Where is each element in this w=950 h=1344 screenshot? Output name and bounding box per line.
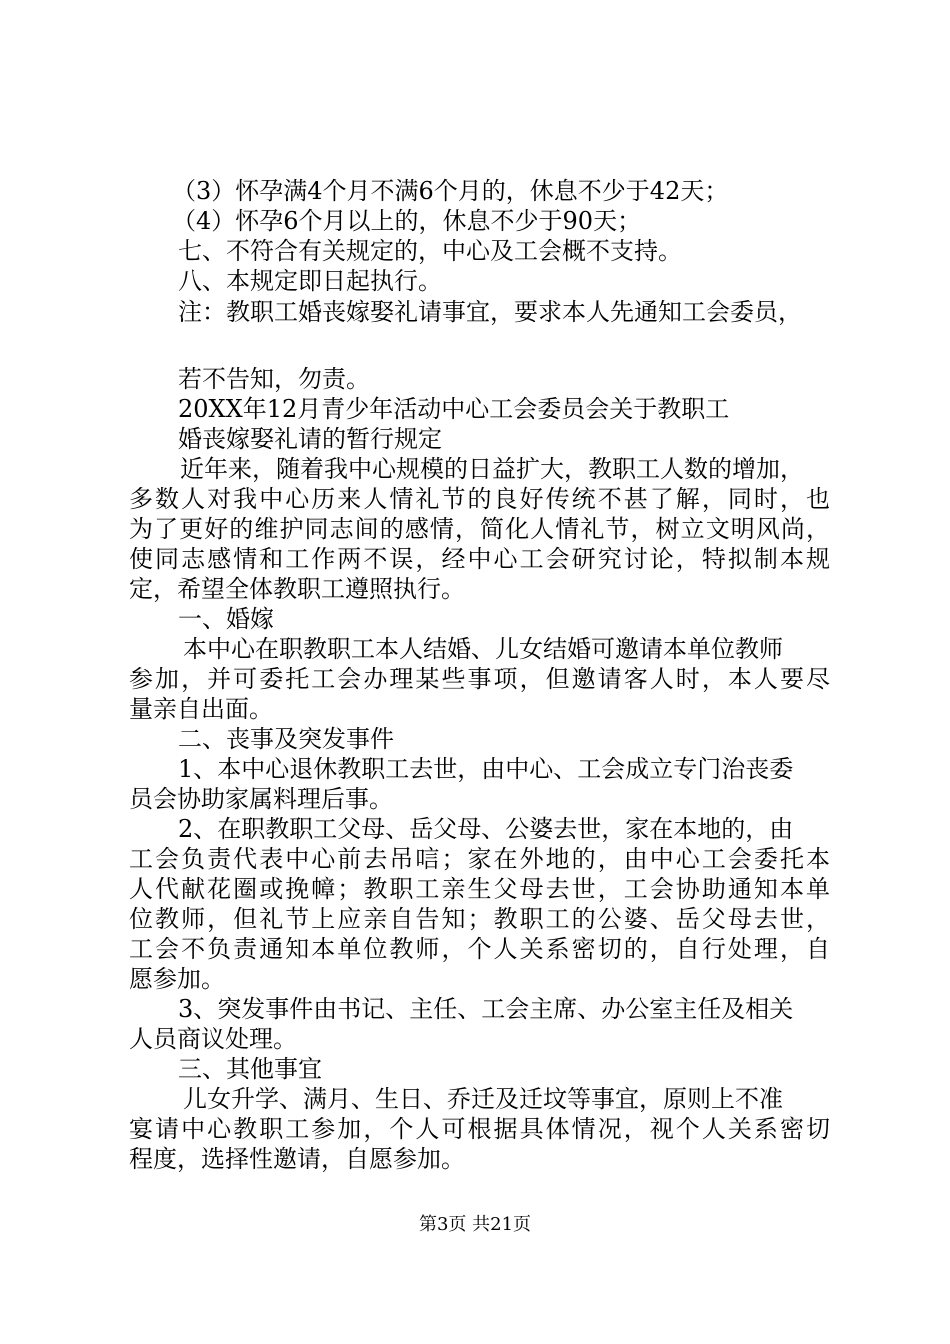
text-line: 员会协助家属料理后事。 bbox=[129, 785, 393, 813]
text-line: 注：教职工婚丧嫁娶礼请事宜，要求本人先通知工会委员， bbox=[178, 298, 802, 326]
text-line: 定，希望全体教职工遵照执行。 bbox=[129, 575, 465, 603]
text-line: 1、本中心退休教职工去世，由中心、工会成立专门治丧委 bbox=[178, 755, 794, 783]
text-line: 本中心在职教职工本人结婚、儿女结婚可邀请本单位教师 bbox=[183, 635, 783, 663]
text-line: 愿参加。 bbox=[129, 965, 225, 993]
text-line: 参加，并可委托工会办理某些事项，但邀请客人时，本人要尽 bbox=[129, 665, 830, 693]
text-line: 量亲自出面。 bbox=[129, 695, 273, 723]
text-line: （4）怀孕6个月以上的，休息不少于90天； bbox=[172, 207, 642, 235]
text-line: 婚丧嫁娶礼请的暂行规定 bbox=[178, 425, 442, 453]
text-line: 为了更好的维护同志间的感情，简化人情礼节，树立文明风尚， bbox=[129, 515, 830, 543]
text-line: 程度，选择性邀请，自愿参加。 bbox=[129, 1145, 465, 1173]
text-line: 七、不符合有关规定的，中心及工会概不支持。 bbox=[178, 237, 682, 265]
text-line: 若不告知，勿责。 bbox=[178, 365, 370, 393]
text-line: 多数人对我中心历来人情礼节的良好传统不甚了解，同时，也 bbox=[129, 485, 830, 513]
text-line: 3、突发事件由书记、主任、工会主席、办公室主任及相关 bbox=[178, 995, 794, 1023]
text-line: 工会不负责通知本单位教师，个人关系密切的，自行处理，自 bbox=[129, 935, 830, 963]
text-line: 人员商议处理。 bbox=[129, 1025, 297, 1053]
section-heading: 三、其他事宜 bbox=[178, 1055, 322, 1083]
page-footer: 第3页 共21页 bbox=[418, 1214, 532, 1235]
text-line: 位教师，但礼节上应亲自告知；教职工的公婆、岳父母去世， bbox=[129, 905, 830, 933]
text-line: 人代献花圈或挽幛；教职工亲生父母去世，工会协助通知本单 bbox=[129, 875, 830, 903]
text-line: 八、本规定即日起执行。 bbox=[178, 267, 442, 295]
text-line: 2、在职教职工父母、岳父母、公婆去世，家在本地的，由 bbox=[178, 815, 794, 843]
text-line: （3）怀孕满4个月不满6个月的，休息不少于42天； bbox=[172, 177, 729, 205]
text-line: 工会负责代表中心前去吊唁；家在外地的，由中心工会委托本 bbox=[129, 845, 830, 873]
text-line: 使同志感情和工作两不误，经中心工会研究讨论，特拟制本规 bbox=[129, 545, 830, 573]
text-line: 儿女升学、满月、生日、乔迁及迁坟等事宜，原则上不准 bbox=[183, 1085, 783, 1113]
section-heading: 一、婚嫁 bbox=[178, 605, 274, 633]
text-line: 宴请中心教职工参加，个人可根据具体情况，视个人关系密切 bbox=[129, 1115, 830, 1143]
section-heading: 二、丧事及突发事件 bbox=[178, 725, 394, 753]
text-line: 20XX年12月青少年活动中心工会委员会关于教职工 bbox=[178, 395, 730, 423]
text-line: 近年来，随着我中心规模的日益扩大，教职工人数的增加， bbox=[180, 455, 804, 483]
